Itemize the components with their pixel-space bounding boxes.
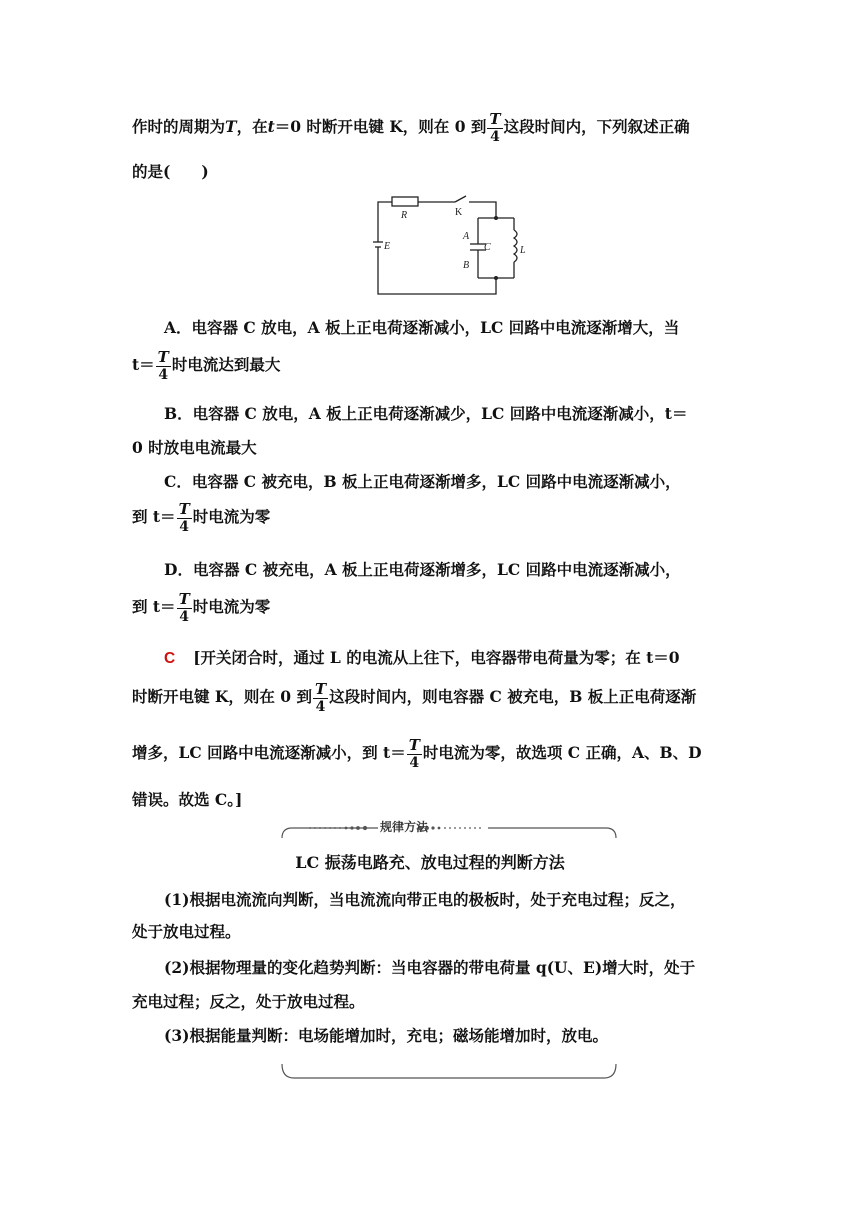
fraction-numerator: T: [178, 500, 190, 518]
option-d-line1: D．电容器 C 被充电，A 板上正电荷逐渐增多，LC 回路中电流逐渐减小，: [164, 560, 681, 579]
label-l: L: [520, 245, 526, 256]
option-d-tail: 时电流为零: [192, 597, 271, 616]
answer-text-4: 增多，LC 回路中电流逐渐减小，到 t＝: [132, 743, 406, 762]
fraction-denominator: 4: [490, 129, 500, 145]
fraction-t-over-4: [156, 350, 171, 382]
answer-text-5: 时电流为零，故选项 C 正确，A、B、D: [422, 743, 702, 762]
option-b-line2: 0 时放电电流最大: [132, 438, 257, 457]
answer-line3: [132, 738, 730, 770]
stem-time-symbol: t: [267, 117, 275, 136]
label-a: A: [463, 231, 470, 242]
stem-period-symbol: T: [225, 117, 237, 136]
option-d-line2: [132, 592, 730, 624]
method-p3-line1: (3)根据能量判断：电场能增加时，充电；磁场能增加时，放电。: [164, 1026, 608, 1045]
label-k: K: [455, 207, 463, 218]
fraction-denominator: 4: [179, 519, 190, 535]
lc-circuit-diagram: [370, 190, 540, 300]
stem-text-2: ，在: [236, 117, 268, 136]
option-a-t-eq: t＝: [132, 355, 155, 374]
method-p1-line2: 处于放电过程。: [132, 922, 241, 941]
option-c-pre: 到 t＝: [132, 507, 176, 526]
method-p2-line2: 充电过程；反之，处于放电过程。: [132, 992, 365, 1011]
option-a-line2: [132, 350, 730, 382]
label-c: C: [484, 242, 491, 253]
fraction-t-over-4: [313, 682, 328, 714]
answer-line1: [164, 646, 730, 668]
stem-text-1: 作时的周期为: [132, 117, 226, 136]
method-p1-line1: (1)根据电流流向判断，当电流流向带正电的极板时，处于充电过程；反之，: [164, 890, 686, 909]
option-b-line1: B．电容器 C 放电，A 板上正电荷逐渐减少，LC 回路中电流逐渐减小，t＝: [164, 404, 688, 423]
label-r: R: [401, 210, 408, 221]
resistor-r: [392, 197, 418, 206]
fraction-denominator: 4: [158, 367, 169, 383]
option-c-line1: C．电容器 C 被充电，B 板上正电荷逐渐增多，LC 回路中电流逐渐减小，: [164, 472, 681, 491]
wire-top-right: [469, 202, 496, 218]
option-c-line2: [132, 502, 730, 534]
stem-text-4: 这段时间内，下列叙述正确: [503, 117, 690, 136]
fraction-denominator: 4: [409, 755, 420, 771]
fraction-numerator: T: [408, 736, 420, 754]
question-stem-line2: 的是( ): [132, 162, 209, 181]
answer-line4: 错误。故选 C。]: [132, 790, 243, 809]
fraction-denominator: 4: [179, 609, 190, 625]
fraction-numerator: T: [489, 110, 501, 128]
inductor-l: [514, 230, 517, 262]
fraction-t-over-4: [407, 738, 422, 770]
fraction-t-over-4: [177, 502, 192, 534]
fraction-numerator: T: [314, 680, 327, 698]
option-a-tail: 时电流达到最大: [171, 355, 281, 374]
fraction-t-over-4: [487, 112, 502, 144]
option-a-line1: A．电容器 C 放电，A 板上正电荷逐渐减小，LC 回路中电流逐渐增大，当: [164, 318, 680, 337]
fraction-numerator: T: [157, 348, 169, 366]
answer-text-1: [开关闭合时，通过 L 的电流从上往下，电容器带电荷量为零；在 t＝0: [193, 648, 680, 667]
answer-line2: [132, 682, 730, 714]
option-d-pre: 到 t＝: [132, 597, 176, 616]
option-c-tail: 时电流为零: [192, 507, 271, 526]
fraction-t-over-4: [177, 592, 192, 624]
question-stem-line1: [132, 112, 730, 144]
junction-bottom: [494, 276, 498, 280]
method-title: LC 振荡电路充、放电过程的判断方法: [295, 853, 565, 872]
answer-text-3: 这段时间内，则电容器 C 被充电，B 板上正电荷逐渐: [329, 687, 697, 706]
method-tag: 规律方法: [380, 820, 429, 834]
fraction-denominator: 4: [315, 699, 326, 715]
junction-top: [494, 216, 498, 220]
method-p2-line1: (2)根据物理量的变化趋势判断：当电容器的带电荷量 q(U、E)增大时，处于: [164, 958, 696, 977]
label-b: B: [463, 260, 470, 271]
fraction-numerator: T: [178, 590, 190, 608]
stem-text-3: ＝0 时断开电键 K，则在 0 到: [274, 117, 487, 136]
label-e: E: [384, 241, 391, 252]
answer-text-2: 时断开电键 K，则在 0 到: [132, 687, 312, 706]
answer-letter: C: [164, 650, 176, 667]
switch-k: [455, 196, 466, 202]
wire-top-left: [378, 202, 392, 242]
